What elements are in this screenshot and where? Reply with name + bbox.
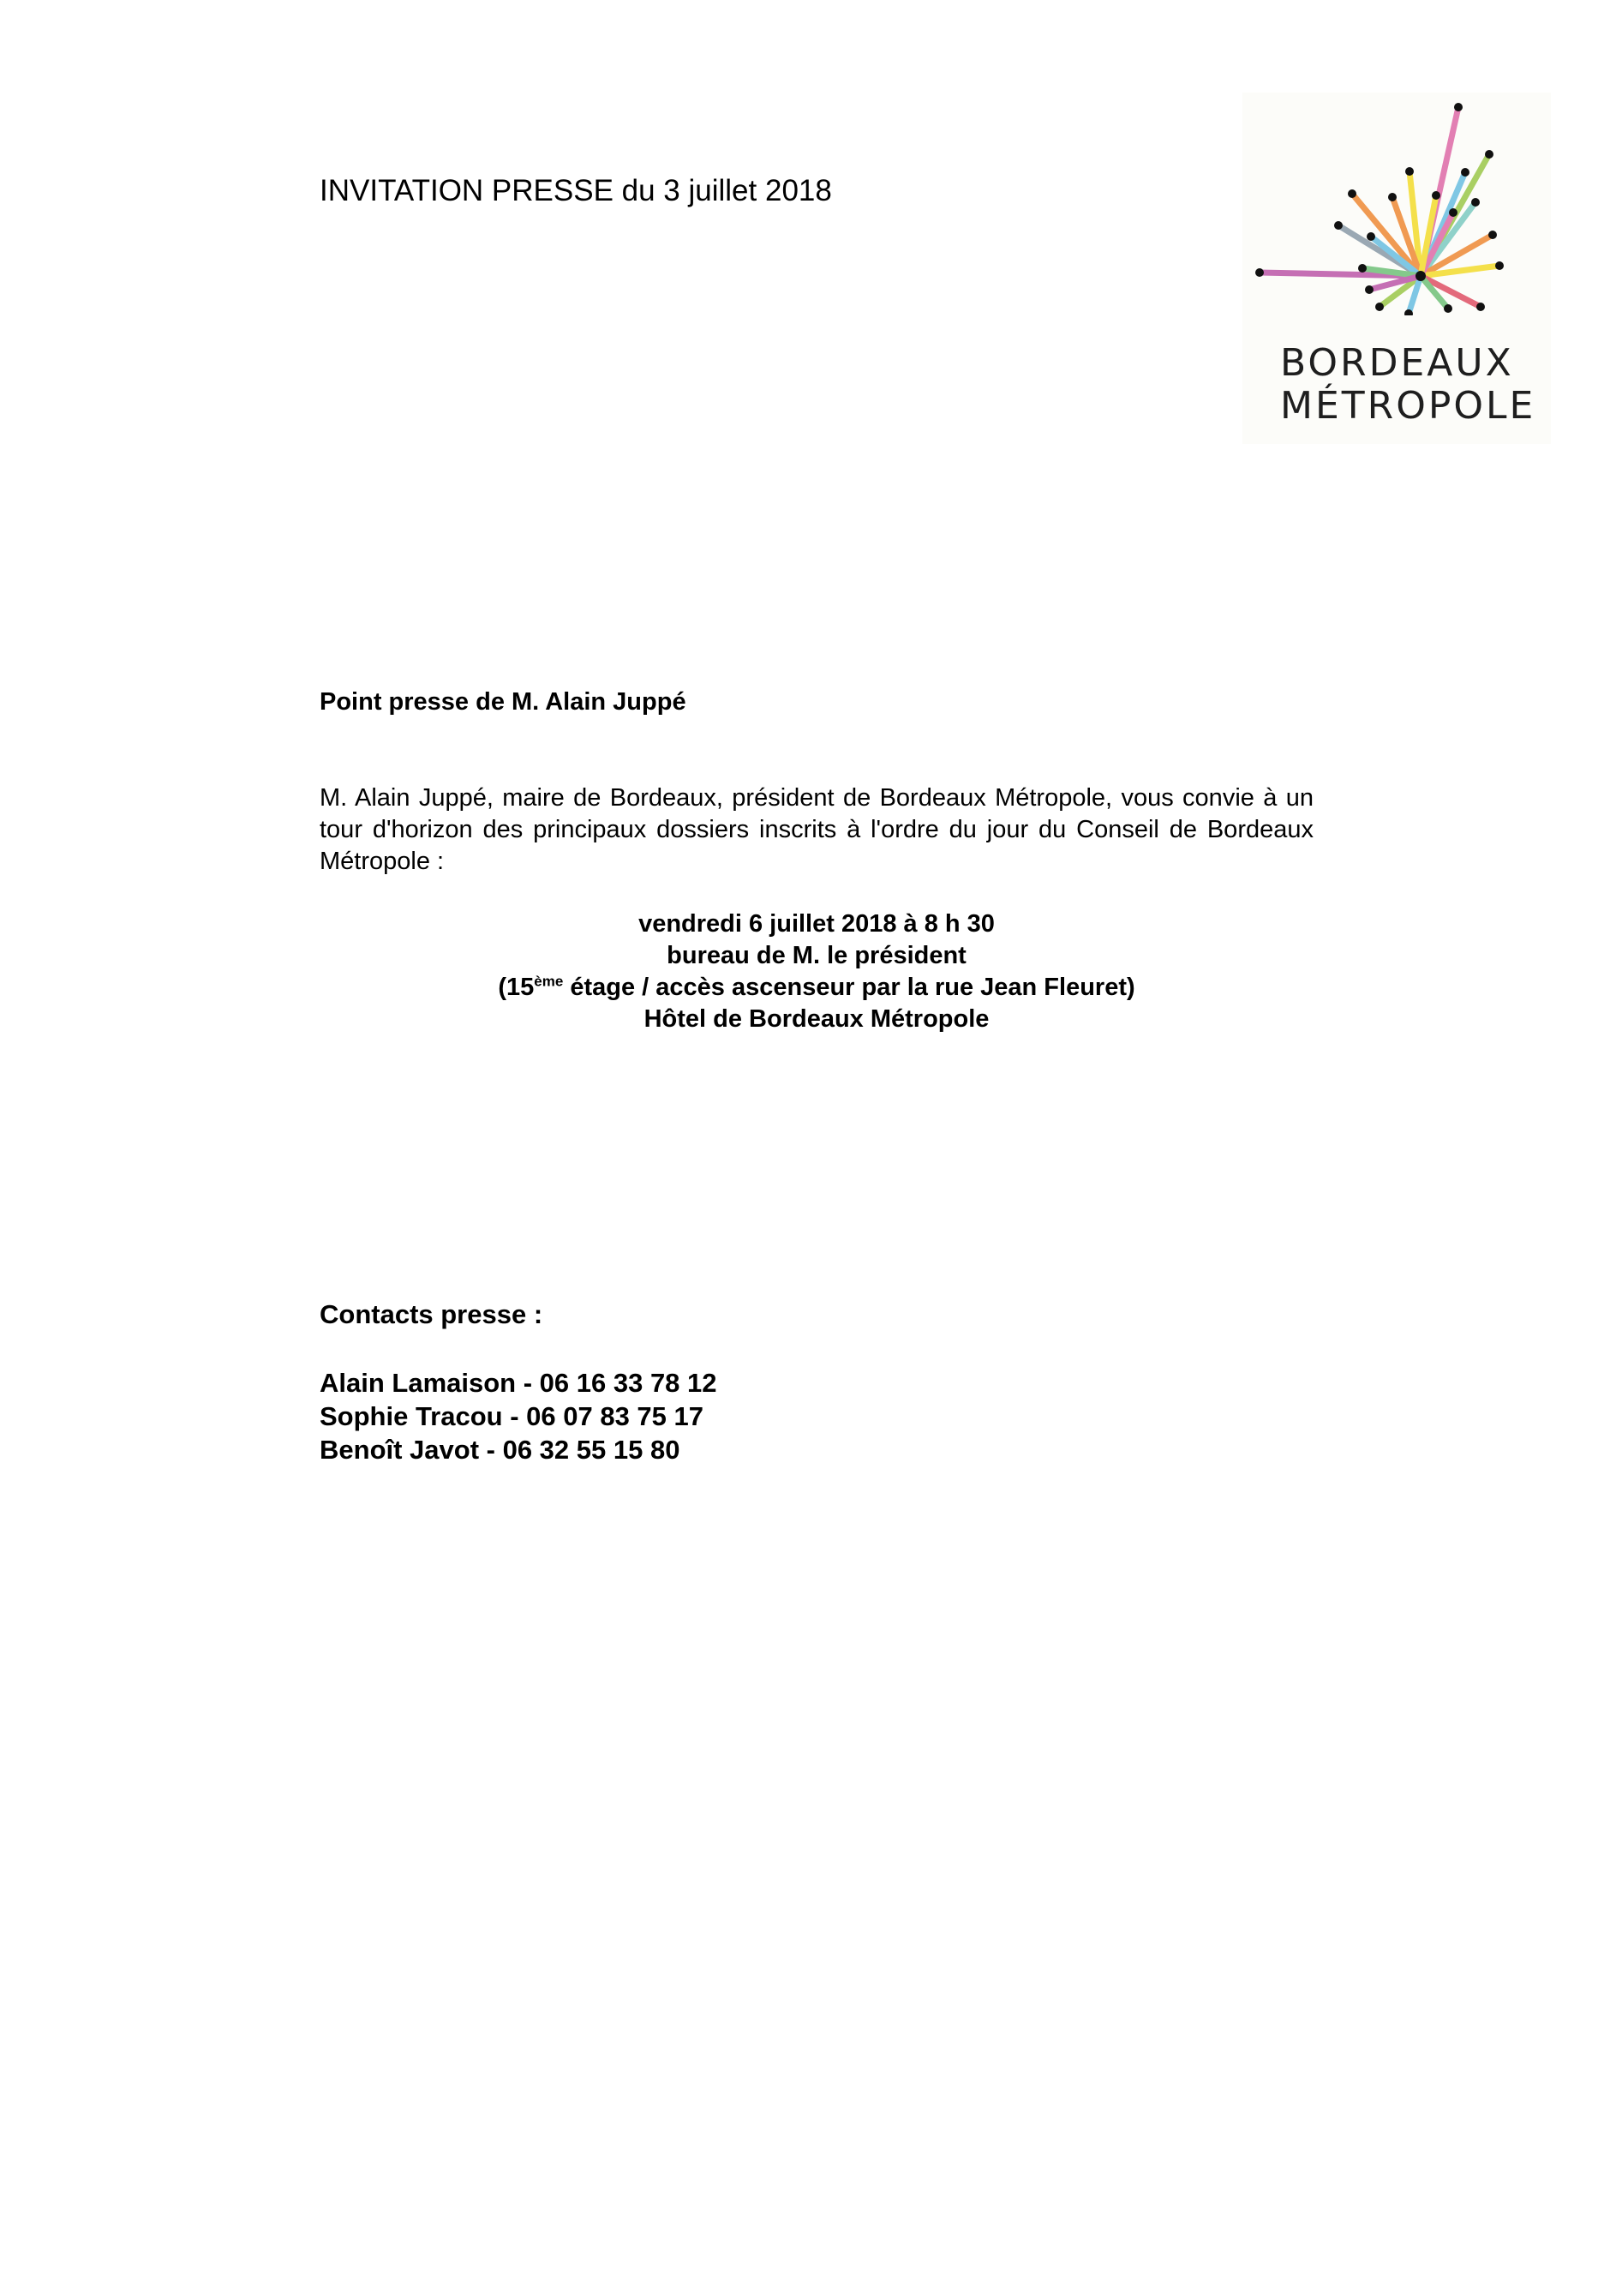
contact-item: Alain Lamaison - 06 16 33 78 12 [320,1368,717,1398]
section-title: Point presse de M. Alain Juppé [320,688,686,716]
document-title: INVITATION PRESSE du 3 juillet 2018 [320,174,832,207]
bordeaux-metropole-logo [1242,93,1551,444]
event-floor-prefix: (15 [498,974,535,1001]
logo-word-bordeaux: BORDEAUX [1280,341,1514,385]
event-date: vendredi 6 juillet 2018 à 8 h 30 [638,910,995,938]
event-floor-rest: étage / accès ascenseur par la rue Jean Fleuret) [563,974,1135,1001]
contacts-list [320,1366,717,1466]
logo-word-metropole: MÉTROPOLE [1280,384,1536,428]
contact-item: Sophie Tracou - 06 07 83 75 17 [320,1401,704,1431]
event-details [320,908,1314,1035]
event-floor [320,972,1314,1004]
event-floor-sup: ème [534,973,564,990]
starburst-logo-icon [1242,93,1551,315]
intro-paragraph: M. Alain Juppé, maire de Bordeaux, président de Bordeaux Métropole, vous convie à un tour d'horizon des principaux dossiers inscrits à l'ordre du jour du Conseil de Bordeaux Métropole : [320,784,1314,875]
contact-item: Benoît Javot - 06 32 55 15 80 [320,1435,680,1465]
event-building: Hôtel de Bordeaux Métropole [643,1005,990,1033]
event-place: bureau de M. le président [667,942,967,969]
contacts-title: Contacts presse : [320,1299,543,1329]
